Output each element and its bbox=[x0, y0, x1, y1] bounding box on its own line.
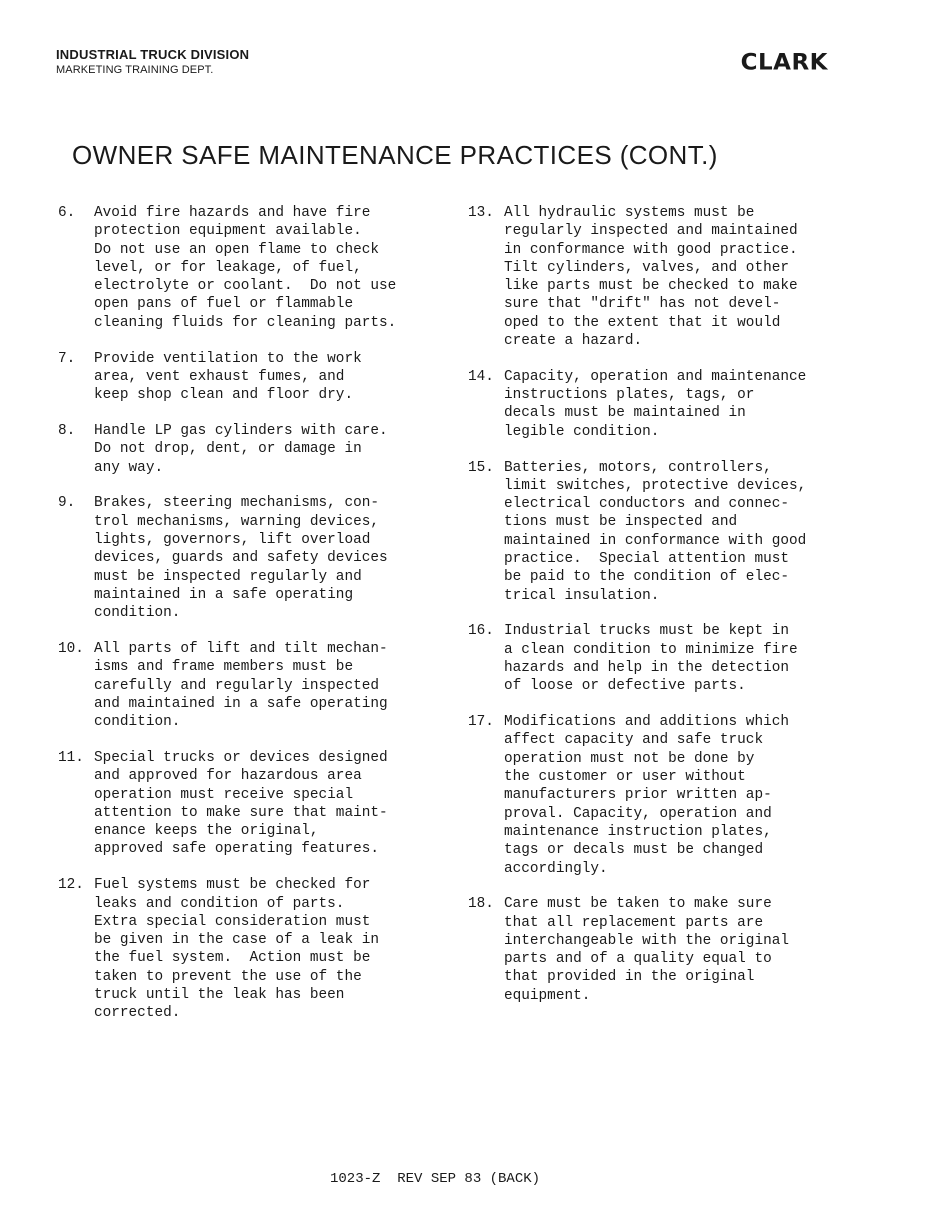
item-number: 13. bbox=[468, 205, 494, 221]
list-item bbox=[468, 204, 848, 350]
page-title: OWNER SAFE MAINTENANCE PRACTICES (CONT.) bbox=[72, 140, 718, 170]
list-item bbox=[468, 622, 848, 695]
item-number: 18. bbox=[468, 896, 494, 913]
list-item bbox=[468, 368, 848, 441]
item-text: Fuel systems must be checked for leaks and condition of parts. Extra special consideration must be given in the case of a leak in the fuel system. Action must be taken to prevent the use of the truck until the leak has been corrected. bbox=[94, 877, 379, 1022]
item-number: 10. bbox=[58, 640, 84, 657]
list-item bbox=[58, 204, 438, 332]
list-item bbox=[58, 494, 438, 622]
item-number: 11. bbox=[58, 749, 84, 766]
division-name: INDUSTRIAL TRUCK DIVISION bbox=[56, 47, 250, 62]
item-number: 8. bbox=[58, 422, 76, 439]
list-item bbox=[58, 640, 438, 731]
item-text: Avoid fire hazards and have fire protection equipment available. Do not use an open flame to check level, or for leakage, of fuel, electrolyte or coolant. Do not use open pans of fuel or flammable cleaning fluids for cleaning parts. bbox=[94, 205, 397, 331]
item-text: Provide ventilation to the work area, vent exhaust fumes, and keep shop clean and floor dry. bbox=[94, 350, 362, 404]
item-text: Handle LP gas cylinders with care. Do not drop, dent, or damage in any way. bbox=[94, 422, 388, 476]
item-number: 7. bbox=[58, 350, 76, 367]
list-item bbox=[468, 459, 848, 605]
header-block bbox=[56, 46, 249, 78]
list-item bbox=[58, 749, 438, 859]
list-item bbox=[58, 876, 438, 1022]
item-number: 15. bbox=[468, 459, 494, 476]
page-footer: 1023-Z REV SEP 83 (BACK) bbox=[330, 1171, 541, 1187]
list-item bbox=[468, 713, 848, 878]
item-text: Batteries, motors, controllers, limit switches, protective devices, electrical conductors and connec- tions must be inspected and maintained in conformance with good practice. Special attention must be paid to the condition of elec- trical insulation. bbox=[504, 459, 807, 604]
item-number: 12. bbox=[58, 877, 84, 894]
list-item bbox=[58, 422, 438, 477]
item-number: 17. bbox=[468, 714, 494, 731]
item-text: Modifications and additions which affect capacity and safe truck operation must not be done by the customer or user without manufacturers prior written ap- proval. Capacity, operation and maintenance instruction plates, tags or decals must be changed accordingly. bbox=[504, 714, 789, 877]
department-name: MARKETING TRAINING DEPT. bbox=[56, 64, 214, 76]
item-text: Industrial trucks must be kept in a clean condition to minimize fire hazards and help in the detection of loose or defective parts. bbox=[504, 623, 798, 695]
item-text: Brakes, steering mechanisms, con- trol mechanisms, warning devices, lights, governors, lift overload devices, guards and safety devices must be inspected regularly and maintained in a safe operating condition. bbox=[94, 495, 388, 622]
item-number: 16. bbox=[468, 623, 494, 640]
item-text: Care must be taken to make sure that all replacement parts are interchangeable with the original parts and of a quality equal to that provided in the original equipment. bbox=[504, 896, 789, 1004]
item-number: 9. bbox=[58, 495, 76, 512]
right-column bbox=[468, 204, 848, 1023]
item-number: 14. bbox=[468, 368, 494, 385]
item-text: Capacity, operation and maintenance instructions plates, tags, or decals must be maintained in legible condition. bbox=[504, 368, 807, 440]
item-number: 6. bbox=[58, 205, 76, 221]
list-item bbox=[468, 895, 848, 1005]
item-text: All parts of lift and tilt mechan- isms and frame members must be carefully and regularly inspected and maintained in a safe operating condition. bbox=[94, 640, 388, 731]
list-item bbox=[58, 350, 438, 405]
left-column bbox=[58, 204, 438, 1040]
item-text: Special trucks or devices designed and approved for hazardous area operation must receive special attention to make sure that maint- enance keeps the original, approved safe operating features. bbox=[94, 749, 388, 858]
clark-logo: CLARK bbox=[740, 50, 828, 76]
item-text: All hydraulic systems must be regularly inspected and maintained in conformance with good practice. Tilt cylinders, valves, and other like parts must be checked to make sure that "drift" has not devel- oped to the extent that it would create a hazard. bbox=[504, 205, 798, 350]
